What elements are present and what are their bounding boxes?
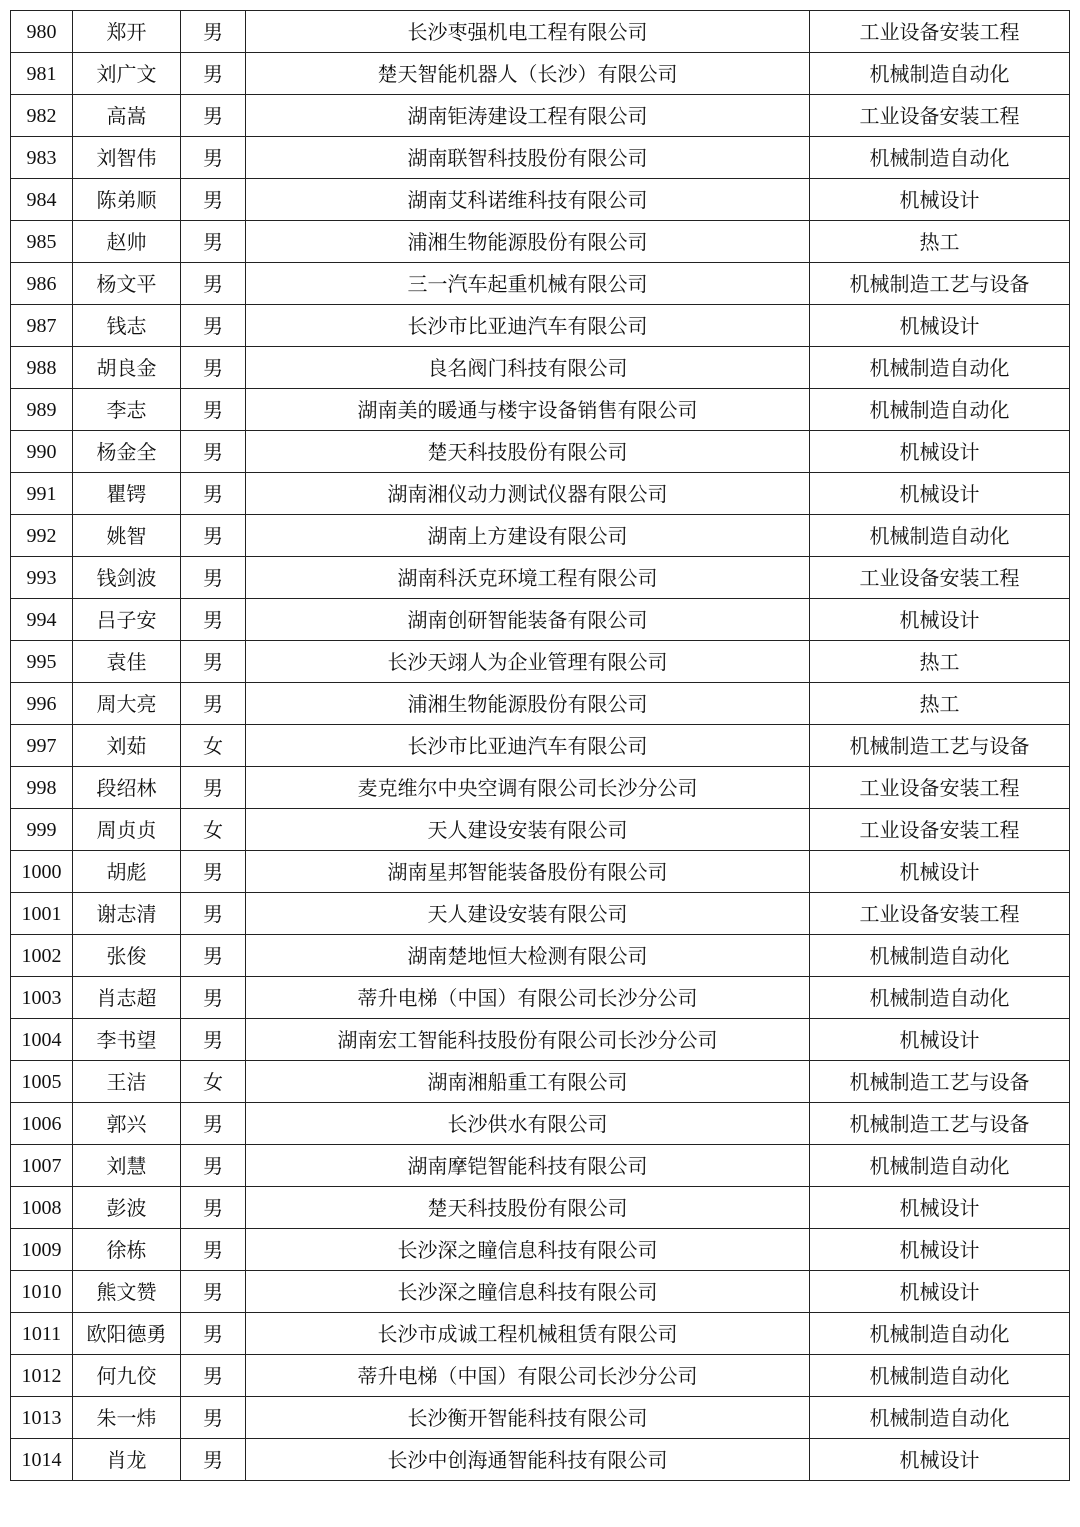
table-row <box>11 221 1070 263</box>
row-number-cell: 1008 <box>11 1187 73 1229</box>
person-name-cell: 欧阳德勇 <box>73 1313 181 1355</box>
person-name-cell: 徐栋 <box>73 1229 181 1271</box>
specialty-cell: 机械制造自动化 <box>810 1355 1070 1397</box>
row-number-cell: 1005 <box>11 1061 73 1103</box>
table-row <box>11 389 1070 431</box>
specialty-cell: 机械制造工艺与设备 <box>810 1061 1070 1103</box>
table-row <box>11 1229 1070 1271</box>
person-name-cell: 李书望 <box>73 1019 181 1061</box>
specialty-cell: 机械制造自动化 <box>810 977 1070 1019</box>
person-name-cell: 刘智伟 <box>73 137 181 179</box>
specialty-cell: 机械设计 <box>810 305 1070 347</box>
gender-cell: 女 <box>181 1061 246 1103</box>
person-name-cell: 肖志超 <box>73 977 181 1019</box>
company-name-cell: 湖南上方建设有限公司 <box>246 515 810 557</box>
company-name-cell: 湖南创研智能装备有限公司 <box>246 599 810 641</box>
row-number-cell: 992 <box>11 515 73 557</box>
row-number-cell: 989 <box>11 389 73 431</box>
company-name-cell: 湖南钜涛建设工程有限公司 <box>246 95 810 137</box>
table-row <box>11 641 1070 683</box>
company-name-cell: 长沙天翊人为企业管理有限公司 <box>246 641 810 683</box>
specialty-cell: 机械设计 <box>810 1439 1070 1481</box>
table-row <box>11 683 1070 725</box>
company-name-cell: 长沙市比亚迪汽车有限公司 <box>246 725 810 767</box>
row-number-cell: 980 <box>11 11 73 53</box>
gender-cell: 男 <box>181 473 246 515</box>
person-name-cell: 钱剑波 <box>73 557 181 599</box>
table-row <box>11 473 1070 515</box>
gender-cell: 男 <box>181 221 246 263</box>
person-name-cell: 郭兴 <box>73 1103 181 1145</box>
gender-cell: 男 <box>181 1271 246 1313</box>
row-number-cell: 1003 <box>11 977 73 1019</box>
specialty-cell: 工业设备安装工程 <box>810 809 1070 851</box>
gender-cell: 男 <box>181 1019 246 1061</box>
specialty-cell: 热工 <box>810 641 1070 683</box>
company-name-cell: 湖南美的暖通与楼宇设备销售有限公司 <box>246 389 810 431</box>
table-row <box>11 515 1070 557</box>
company-name-cell: 长沙衡开智能科技有限公司 <box>246 1397 810 1439</box>
specialty-cell: 工业设备安装工程 <box>810 95 1070 137</box>
gender-cell: 男 <box>181 1187 246 1229</box>
company-name-cell: 浦湘生物能源股份有限公司 <box>246 683 810 725</box>
table-row <box>11 1313 1070 1355</box>
gender-cell: 男 <box>181 767 246 809</box>
person-name-cell: 朱一炜 <box>73 1397 181 1439</box>
gender-cell: 男 <box>181 641 246 683</box>
person-name-cell: 刘广文 <box>73 53 181 95</box>
company-name-cell: 蒂升电梯（中国）有限公司长沙分公司 <box>246 1355 810 1397</box>
table-row <box>11 1271 1070 1313</box>
person-name-cell: 周大亮 <box>73 683 181 725</box>
roster-body <box>11 11 1070 1481</box>
company-name-cell: 湖南宏工智能科技股份有限公司长沙分公司 <box>246 1019 810 1061</box>
person-name-cell: 瞿锷 <box>73 473 181 515</box>
specialty-cell: 机械设计 <box>810 1229 1070 1271</box>
gender-cell: 男 <box>181 893 246 935</box>
row-number-cell: 1009 <box>11 1229 73 1271</box>
specialty-cell: 热工 <box>810 683 1070 725</box>
row-number-cell: 982 <box>11 95 73 137</box>
company-name-cell: 湖南湘船重工有限公司 <box>246 1061 810 1103</box>
row-number-cell: 1000 <box>11 851 73 893</box>
row-number-cell: 1010 <box>11 1271 73 1313</box>
roster-table <box>10 10 1070 1481</box>
gender-cell: 男 <box>181 305 246 347</box>
row-number-cell: 993 <box>11 557 73 599</box>
company-name-cell: 蒂升电梯（中国）有限公司长沙分公司 <box>246 977 810 1019</box>
gender-cell: 男 <box>181 1103 246 1145</box>
table-row <box>11 1145 1070 1187</box>
table-row <box>11 893 1070 935</box>
company-name-cell: 楚天智能机器人（长沙）有限公司 <box>246 53 810 95</box>
person-name-cell: 陈弟顺 <box>73 179 181 221</box>
gender-cell: 男 <box>181 557 246 599</box>
row-number-cell: 1012 <box>11 1355 73 1397</box>
table-row <box>11 977 1070 1019</box>
table-row <box>11 1103 1070 1145</box>
company-name-cell: 湖南艾科诺维科技有限公司 <box>246 179 810 221</box>
row-number-cell: 998 <box>11 767 73 809</box>
gender-cell: 男 <box>181 431 246 473</box>
gender-cell: 男 <box>181 263 246 305</box>
gender-cell: 男 <box>181 935 246 977</box>
specialty-cell: 机械制造自动化 <box>810 1145 1070 1187</box>
specialty-cell: 机械设计 <box>810 1271 1070 1313</box>
gender-cell: 男 <box>181 11 246 53</box>
gender-cell: 男 <box>181 1313 246 1355</box>
person-name-cell: 胡彪 <box>73 851 181 893</box>
person-name-cell: 高嵩 <box>73 95 181 137</box>
company-name-cell: 长沙深之瞳信息科技有限公司 <box>246 1229 810 1271</box>
gender-cell: 男 <box>181 1355 246 1397</box>
specialty-cell: 机械设计 <box>810 851 1070 893</box>
person-name-cell: 段绍林 <box>73 767 181 809</box>
company-name-cell: 湖南科沃克环境工程有限公司 <box>246 557 810 599</box>
gender-cell: 男 <box>181 1145 246 1187</box>
row-number-cell: 996 <box>11 683 73 725</box>
person-name-cell: 钱志 <box>73 305 181 347</box>
table-row <box>11 263 1070 305</box>
person-name-cell: 张俊 <box>73 935 181 977</box>
table-row <box>11 305 1070 347</box>
table-row <box>11 599 1070 641</box>
row-number-cell: 1002 <box>11 935 73 977</box>
specialty-cell: 机械制造自动化 <box>810 935 1070 977</box>
company-name-cell: 长沙中创海通智能科技有限公司 <box>246 1439 810 1481</box>
person-name-cell: 周贞贞 <box>73 809 181 851</box>
company-name-cell: 长沙市成诚工程机械租赁有限公司 <box>246 1313 810 1355</box>
specialty-cell: 工业设备安装工程 <box>810 11 1070 53</box>
gender-cell: 女 <box>181 809 246 851</box>
person-name-cell: 刘茹 <box>73 725 181 767</box>
specialty-cell: 工业设备安装工程 <box>810 893 1070 935</box>
specialty-cell: 机械制造自动化 <box>810 53 1070 95</box>
row-number-cell: 1013 <box>11 1397 73 1439</box>
company-name-cell: 浦湘生物能源股份有限公司 <box>246 221 810 263</box>
specialty-cell: 机械制造工艺与设备 <box>810 725 1070 767</box>
table-row <box>11 1397 1070 1439</box>
table-row <box>11 179 1070 221</box>
row-number-cell: 983 <box>11 137 73 179</box>
table-row <box>11 809 1070 851</box>
person-name-cell: 赵帅 <box>73 221 181 263</box>
row-number-cell: 1014 <box>11 1439 73 1481</box>
person-name-cell: 姚智 <box>73 515 181 557</box>
gender-cell: 男 <box>181 389 246 431</box>
person-name-cell: 杨金全 <box>73 431 181 473</box>
row-number-cell: 985 <box>11 221 73 263</box>
specialty-cell: 机械设计 <box>810 473 1070 515</box>
company-name-cell: 天人建设安装有限公司 <box>246 809 810 851</box>
row-number-cell: 991 <box>11 473 73 515</box>
table-row <box>11 557 1070 599</box>
table-row <box>11 53 1070 95</box>
company-name-cell: 天人建设安装有限公司 <box>246 893 810 935</box>
gender-cell: 男 <box>181 977 246 1019</box>
row-number-cell: 990 <box>11 431 73 473</box>
specialty-cell: 机械设计 <box>810 179 1070 221</box>
specialty-cell: 机械制造自动化 <box>810 1397 1070 1439</box>
specialty-cell: 机械制造自动化 <box>810 389 1070 431</box>
person-name-cell: 李志 <box>73 389 181 431</box>
table-row <box>11 851 1070 893</box>
person-name-cell: 肖龙 <box>73 1439 181 1481</box>
person-name-cell: 彭波 <box>73 1187 181 1229</box>
gender-cell: 男 <box>181 53 246 95</box>
specialty-cell: 工业设备安装工程 <box>810 557 1070 599</box>
company-name-cell: 湖南湘仪动力测试仪器有限公司 <box>246 473 810 515</box>
gender-cell: 男 <box>181 1439 246 1481</box>
person-name-cell: 谢志清 <box>73 893 181 935</box>
company-name-cell: 湖南楚地恒大检测有限公司 <box>246 935 810 977</box>
person-name-cell: 熊文赞 <box>73 1271 181 1313</box>
specialty-cell: 机械制造自动化 <box>810 1313 1070 1355</box>
person-name-cell: 杨文平 <box>73 263 181 305</box>
company-name-cell: 湖南摩铠智能科技有限公司 <box>246 1145 810 1187</box>
specialty-cell: 机械制造自动化 <box>810 347 1070 389</box>
person-name-cell: 郑开 <box>73 11 181 53</box>
table-row <box>11 1187 1070 1229</box>
table-row <box>11 767 1070 809</box>
company-name-cell: 长沙枣强机电工程有限公司 <box>246 11 810 53</box>
company-name-cell: 楚天科技股份有限公司 <box>246 1187 810 1229</box>
row-number-cell: 1006 <box>11 1103 73 1145</box>
person-name-cell: 袁佳 <box>73 641 181 683</box>
row-number-cell: 995 <box>11 641 73 683</box>
gender-cell: 男 <box>181 599 246 641</box>
gender-cell: 男 <box>181 1229 246 1271</box>
company-name-cell: 麦克维尔中央空调有限公司长沙分公司 <box>246 767 810 809</box>
specialty-cell: 机械设计 <box>810 1019 1070 1061</box>
row-number-cell: 988 <box>11 347 73 389</box>
gender-cell: 男 <box>181 1397 246 1439</box>
row-number-cell: 994 <box>11 599 73 641</box>
specialty-cell: 机械设计 <box>810 431 1070 473</box>
person-name-cell: 王洁 <box>73 1061 181 1103</box>
person-name-cell: 吕子安 <box>73 599 181 641</box>
row-number-cell: 997 <box>11 725 73 767</box>
company-name-cell: 湖南星邦智能装备股份有限公司 <box>246 851 810 893</box>
table-row <box>11 725 1070 767</box>
gender-cell: 男 <box>181 683 246 725</box>
specialty-cell: 机械制造自动化 <box>810 137 1070 179</box>
person-name-cell: 胡良金 <box>73 347 181 389</box>
gender-cell: 男 <box>181 515 246 557</box>
company-name-cell: 长沙深之瞳信息科技有限公司 <box>246 1271 810 1313</box>
specialty-cell: 机械设计 <box>810 1187 1070 1229</box>
gender-cell: 男 <box>181 851 246 893</box>
gender-cell: 男 <box>181 179 246 221</box>
row-number-cell: 1011 <box>11 1313 73 1355</box>
specialty-cell: 机械设计 <box>810 599 1070 641</box>
table-row <box>11 431 1070 473</box>
person-name-cell: 何九佼 <box>73 1355 181 1397</box>
table-row <box>11 1439 1070 1481</box>
gender-cell: 男 <box>181 95 246 137</box>
row-number-cell: 986 <box>11 263 73 305</box>
specialty-cell: 机械制造工艺与设备 <box>810 1103 1070 1145</box>
table-row <box>11 935 1070 977</box>
row-number-cell: 1001 <box>11 893 73 935</box>
row-number-cell: 999 <box>11 809 73 851</box>
gender-cell: 男 <box>181 137 246 179</box>
company-name-cell: 长沙供水有限公司 <box>246 1103 810 1145</box>
row-number-cell: 987 <box>11 305 73 347</box>
row-number-cell: 984 <box>11 179 73 221</box>
table-row <box>11 137 1070 179</box>
company-name-cell: 湖南联智科技股份有限公司 <box>246 137 810 179</box>
person-name-cell: 刘慧 <box>73 1145 181 1187</box>
table-row <box>11 11 1070 53</box>
specialty-cell: 机械制造自动化 <box>810 515 1070 557</box>
row-number-cell: 981 <box>11 53 73 95</box>
row-number-cell: 1004 <box>11 1019 73 1061</box>
gender-cell: 女 <box>181 725 246 767</box>
company-name-cell: 楚天科技股份有限公司 <box>246 431 810 473</box>
company-name-cell: 长沙市比亚迪汽车有限公司 <box>246 305 810 347</box>
company-name-cell: 良名阀门科技有限公司 <box>246 347 810 389</box>
table-row <box>11 95 1070 137</box>
gender-cell: 男 <box>181 347 246 389</box>
table-row <box>11 1061 1070 1103</box>
table-row <box>11 347 1070 389</box>
company-name-cell: 三一汽车起重机械有限公司 <box>246 263 810 305</box>
specialty-cell: 工业设备安装工程 <box>810 767 1070 809</box>
table-row <box>11 1355 1070 1397</box>
specialty-cell: 机械制造工艺与设备 <box>810 263 1070 305</box>
row-number-cell: 1007 <box>11 1145 73 1187</box>
table-row <box>11 1019 1070 1061</box>
specialty-cell: 热工 <box>810 221 1070 263</box>
